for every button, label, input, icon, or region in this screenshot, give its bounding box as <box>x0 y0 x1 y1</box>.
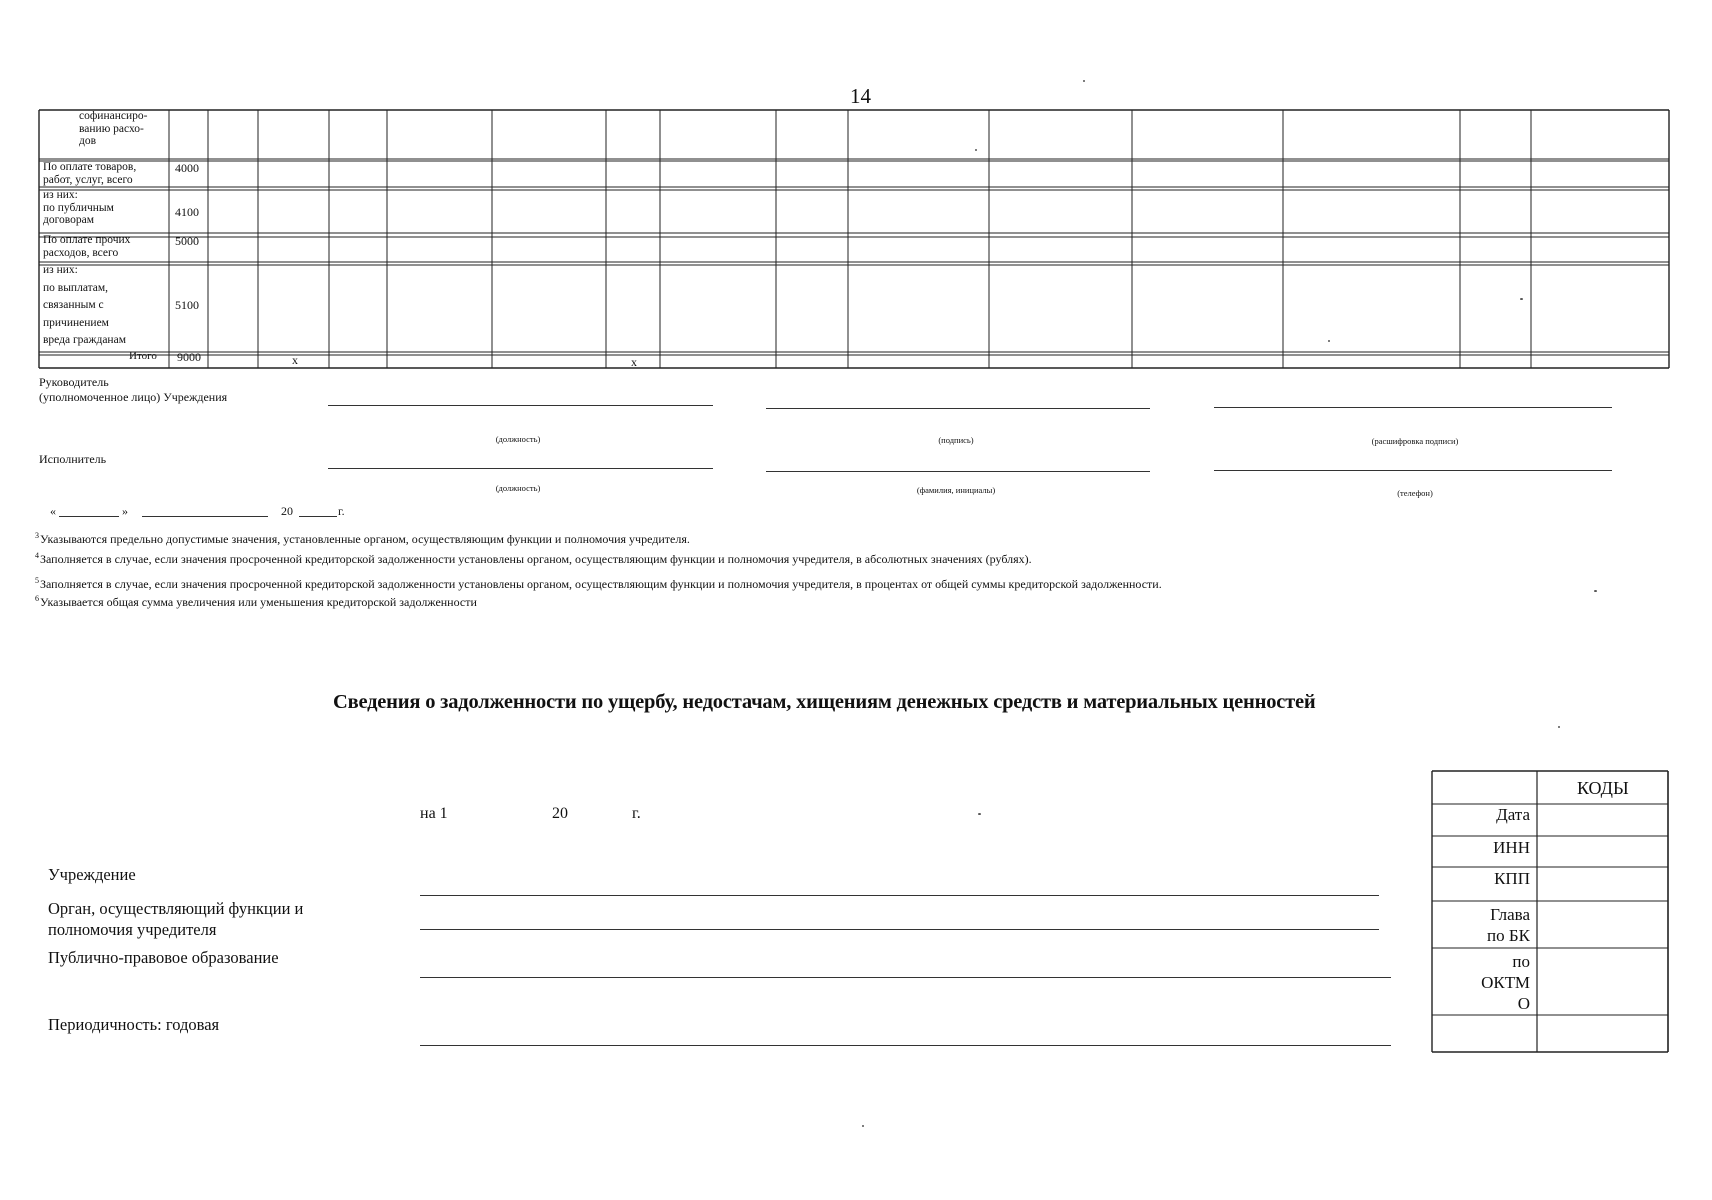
scan-speck <box>1594 590 1597 592</box>
codes-header: КОДЫ <box>1577 778 1629 798</box>
footnote-6: $^6$Указывается общая сумма увеличения или уменьшения кредиторской задолженности <box>35 594 477 609</box>
institution-label: Учреждение <box>48 865 136 884</box>
row-label-goods: По оплате товаров, работ, услуг, всего <box>43 161 137 186</box>
head-position-line <box>328 405 713 406</box>
caption-signature: (подпись) <box>938 435 974 445</box>
date-year-line <box>299 516 337 517</box>
caption-phone: (телефон) <box>1397 488 1433 498</box>
caption-position-executor: (должность) <box>495 483 541 493</box>
x-mark: x <box>292 353 298 367</box>
row-code-4100: 4100 <box>175 205 199 219</box>
head-signature-line <box>766 408 1150 409</box>
date-year-suffix: г. <box>338 504 345 518</box>
report-date-prefix: на 1 <box>420 805 448 822</box>
date-close-quote: » <box>122 504 128 518</box>
scan-speck <box>862 1125 864 1127</box>
codes-box <box>1432 771 1668 1052</box>
footnote-5: $^5$Заполняется в случае, если значения просроченной кредиторской задолженности установлены органом, осуществляющим функции и полномочия учредителя, в процентах от общей суммы кредиторской задолженности. <box>35 576 1162 591</box>
code-label-oktmo: по ОКТМ О <box>1481 952 1530 1013</box>
row-code-4000: 4000 <box>175 161 199 175</box>
code-label-date: Дата <box>1496 805 1530 824</box>
scan-speck <box>975 149 977 151</box>
periodicity-line <box>420 1045 1391 1046</box>
code-label-kpp: КПП <box>1494 869 1530 888</box>
row-label-public-contracts: из них: по публичным договорам <box>43 189 114 226</box>
scan-speck <box>1328 340 1330 342</box>
report-date-year: 20 <box>552 805 568 822</box>
executor-label: Исполнитель <box>39 452 107 466</box>
date-open-quote: « <box>50 504 56 518</box>
executor-phone-line <box>1214 470 1612 471</box>
section-title: Сведения о задолженности по ущербу, недостачам, хищениям денежных средств и материальных ценностей <box>333 691 1316 713</box>
date-day-line <box>59 516 119 517</box>
row-label-total: Итого <box>129 350 157 362</box>
periodicity-label: Периодичность: годовая <box>48 1015 220 1034</box>
footnote-4: $^4$Заполняется в случае, если значения просроченной кредиторской задолженности установлены органом, осуществляющим функции и полномочия учредителя, в абсолютных значениях (рублях). <box>35 551 1032 566</box>
head-decoding-line <box>1214 407 1612 408</box>
scan-speck <box>1520 298 1523 300</box>
row-label-cofinancing: софинансиро- ванию расхо- дов <box>79 110 148 147</box>
date-year-prefix: 20 <box>281 504 293 518</box>
public-entity-line <box>420 977 1391 978</box>
x-mark: x <box>631 355 637 369</box>
table-grid <box>39 110 1669 368</box>
date-month-line <box>142 516 268 517</box>
row-code-9000: 9000 <box>177 350 201 364</box>
scan-speck <box>978 813 981 815</box>
scan-speck <box>1558 726 1560 728</box>
row-label-harm: из них: по выплатам, связанным с причинением вреда гражданам <box>43 264 126 346</box>
public-entity-label: Публично-правовое образование <box>48 948 279 967</box>
executor-name-line <box>766 471 1150 472</box>
page-number: 14 <box>850 84 871 108</box>
organ-line <box>420 929 1379 930</box>
row-code-5000: 5000 <box>175 234 199 248</box>
code-label-inn: ИНН <box>1493 838 1530 857</box>
footnote-3: $^3$Указываются предельно допустимые значения, установленные органом, осуществляющим функции и полномочия учредителя. <box>35 531 690 546</box>
row-label-other: По оплате прочих расходов, всего <box>43 234 131 259</box>
organ-label: Орган, осуществляющий функции и полномочия учредителя <box>48 899 304 939</box>
executor-position-line <box>328 468 713 469</box>
caption-decoding: (расшифровка подписи) <box>1371 436 1459 446</box>
scan-speck <box>1083 80 1085 82</box>
report-date-suffix: г. <box>632 805 641 822</box>
continuation-table <box>39 110 1669 368</box>
code-label-glava: Глава по БК <box>1487 905 1530 945</box>
caption-name: (фамилия, инициалы) <box>916 485 996 495</box>
row-code-5100: 5100 <box>175 298 199 312</box>
head-label: Руководитель (уполномоченное лицо) Учреждения <box>39 375 228 404</box>
caption-position: (должность) <box>495 434 541 444</box>
institution-line <box>420 895 1379 896</box>
